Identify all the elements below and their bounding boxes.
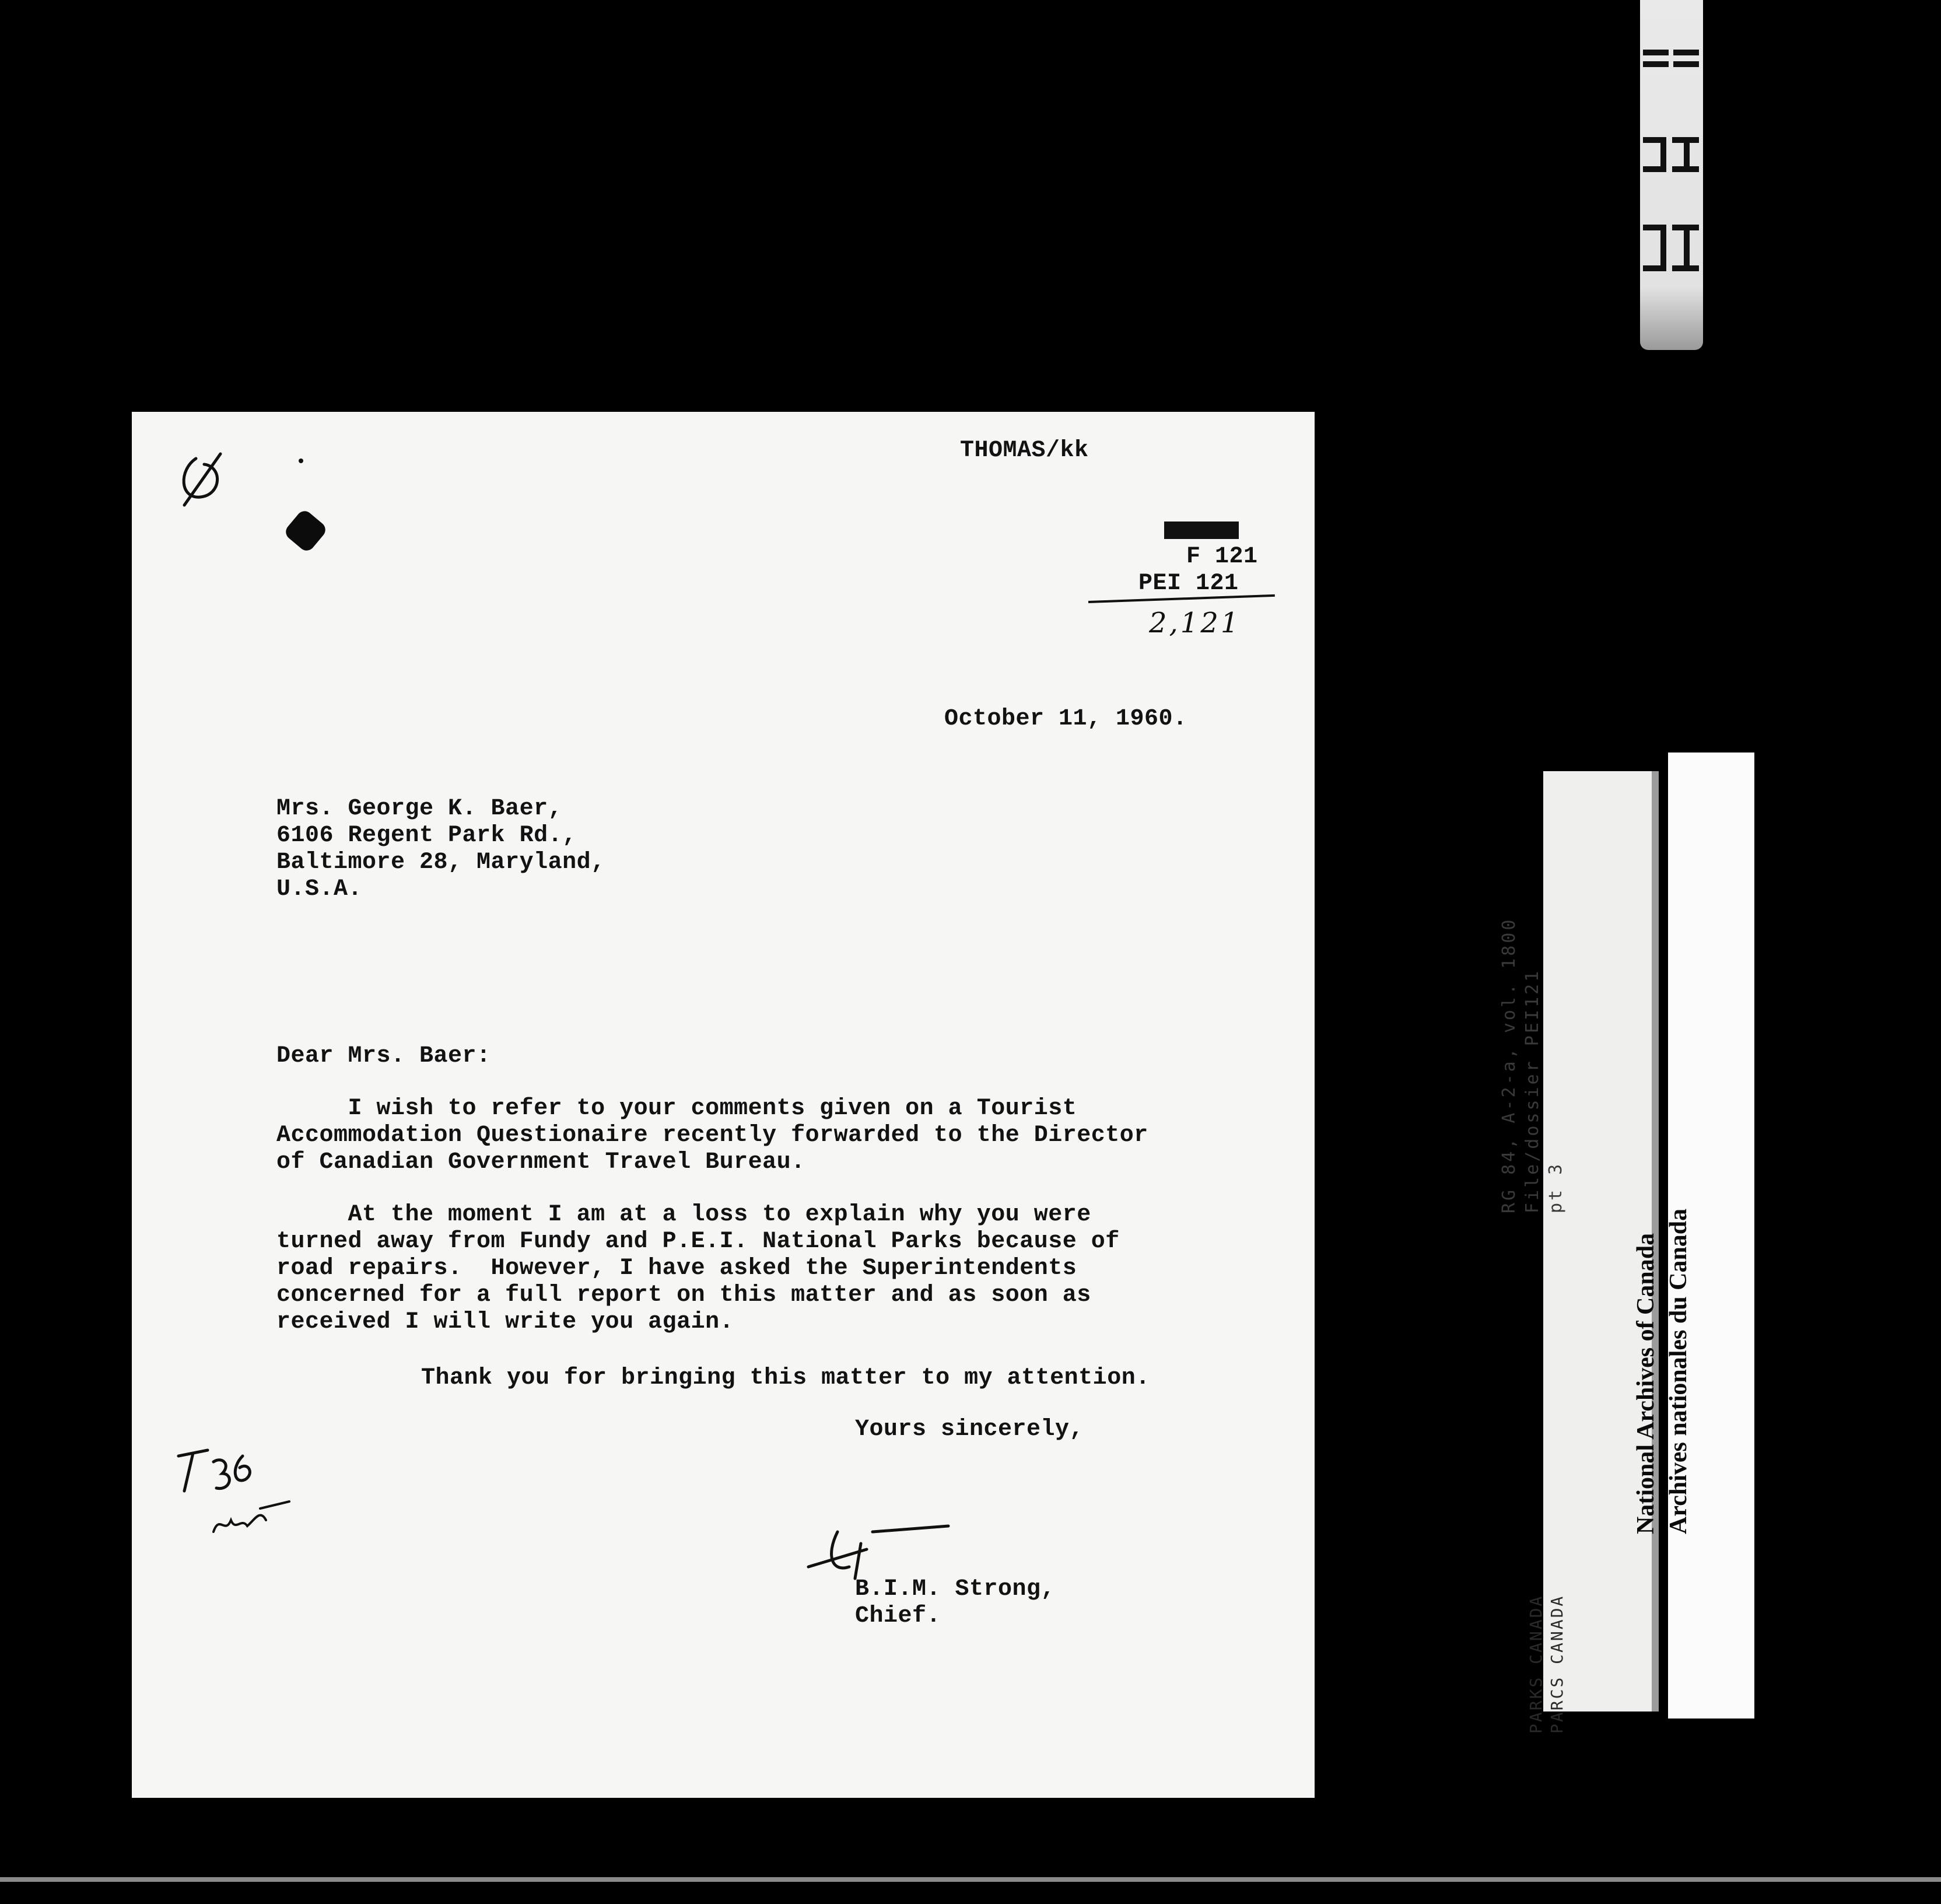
film-edge-strip xyxy=(0,1877,1941,1882)
hole-punch-mark xyxy=(283,508,329,554)
archives-line: Archives nationales du Canada xyxy=(1665,1208,1692,1534)
paragraph-line: turned away from Fundy and P.E.I. National Parks because of xyxy=(276,1228,1120,1255)
archives-name xyxy=(1630,1209,1695,1534)
recipient-address xyxy=(276,796,605,903)
frame-number-glyphs xyxy=(1640,0,1703,350)
paragraph-line: At the moment I am at a loss to explain why you were xyxy=(276,1202,1091,1228)
recipient-line: U.S.A. xyxy=(276,876,363,902)
signature-name: B.I.M. Strong, xyxy=(855,1576,1056,1602)
archives-line: National Archives of Canada xyxy=(1632,1233,1659,1534)
body-paragraph-2 xyxy=(276,1202,1120,1336)
paragraph-line: Accommodation Questionaire recently forwarded to the Director xyxy=(276,1122,1148,1149)
archive-reference xyxy=(1498,918,1568,1213)
paragraph-line: I wish to refer to your comments given on a Tourist xyxy=(276,1096,1077,1122)
paragraph-line: concerned for a full report on this matter and as soon as xyxy=(276,1282,1091,1308)
handwritten-file-number: 2,121 xyxy=(1149,607,1241,639)
closing: Yours sincerely, xyxy=(855,1416,1084,1443)
body-paragraph-3: Thank you for bringing this matter to my attention. xyxy=(421,1365,1150,1391)
agency-name xyxy=(1526,1595,1568,1734)
reference-line: pt 3 xyxy=(1546,1161,1566,1213)
recipient-line: 6106 Regent Park Rd., xyxy=(276,822,577,849)
file-number-f: F 121 xyxy=(1186,544,1258,570)
signature-block xyxy=(855,1576,1055,1630)
recipient-line: Baltimore 28, Maryland, xyxy=(276,849,605,876)
signature-scrawl xyxy=(797,1520,995,1584)
body-paragraph-1 xyxy=(276,1096,1148,1176)
typist-reference: THOMAS/kk xyxy=(960,438,1089,464)
paragraph-line: of Canadian Government Travel Bureau. xyxy=(276,1149,805,1175)
paragraph-line: road repairs. However, I have asked the Superintendents xyxy=(276,1255,1077,1282)
reference-line: RG 84, A-2-a, vol. 1800 xyxy=(1499,917,1519,1213)
agency-line: PARCS CANADA xyxy=(1547,1594,1567,1734)
ink-dot xyxy=(299,459,303,463)
signature-title: Chief. xyxy=(855,1603,941,1629)
agency-line: PARKS CANADA xyxy=(1526,1594,1546,1734)
paragraph-line: received I will write you again. xyxy=(276,1309,734,1335)
reference-line: File/dossier PEI121 xyxy=(1522,968,1543,1213)
letter-sheet xyxy=(132,412,1315,1798)
handwritten-corner-mark xyxy=(173,447,237,511)
struck-file-number xyxy=(1164,518,1239,545)
file-number-pei: PEI 121 xyxy=(1138,570,1239,597)
salutation: Dear Mrs. Baer: xyxy=(276,1043,491,1069)
recipient-line: Mrs. George K. Baer, xyxy=(276,796,563,822)
frame-number-tag xyxy=(1640,0,1703,350)
handwritten-initials xyxy=(167,1433,295,1549)
letter-date: October 11, 1960. xyxy=(944,706,1187,732)
